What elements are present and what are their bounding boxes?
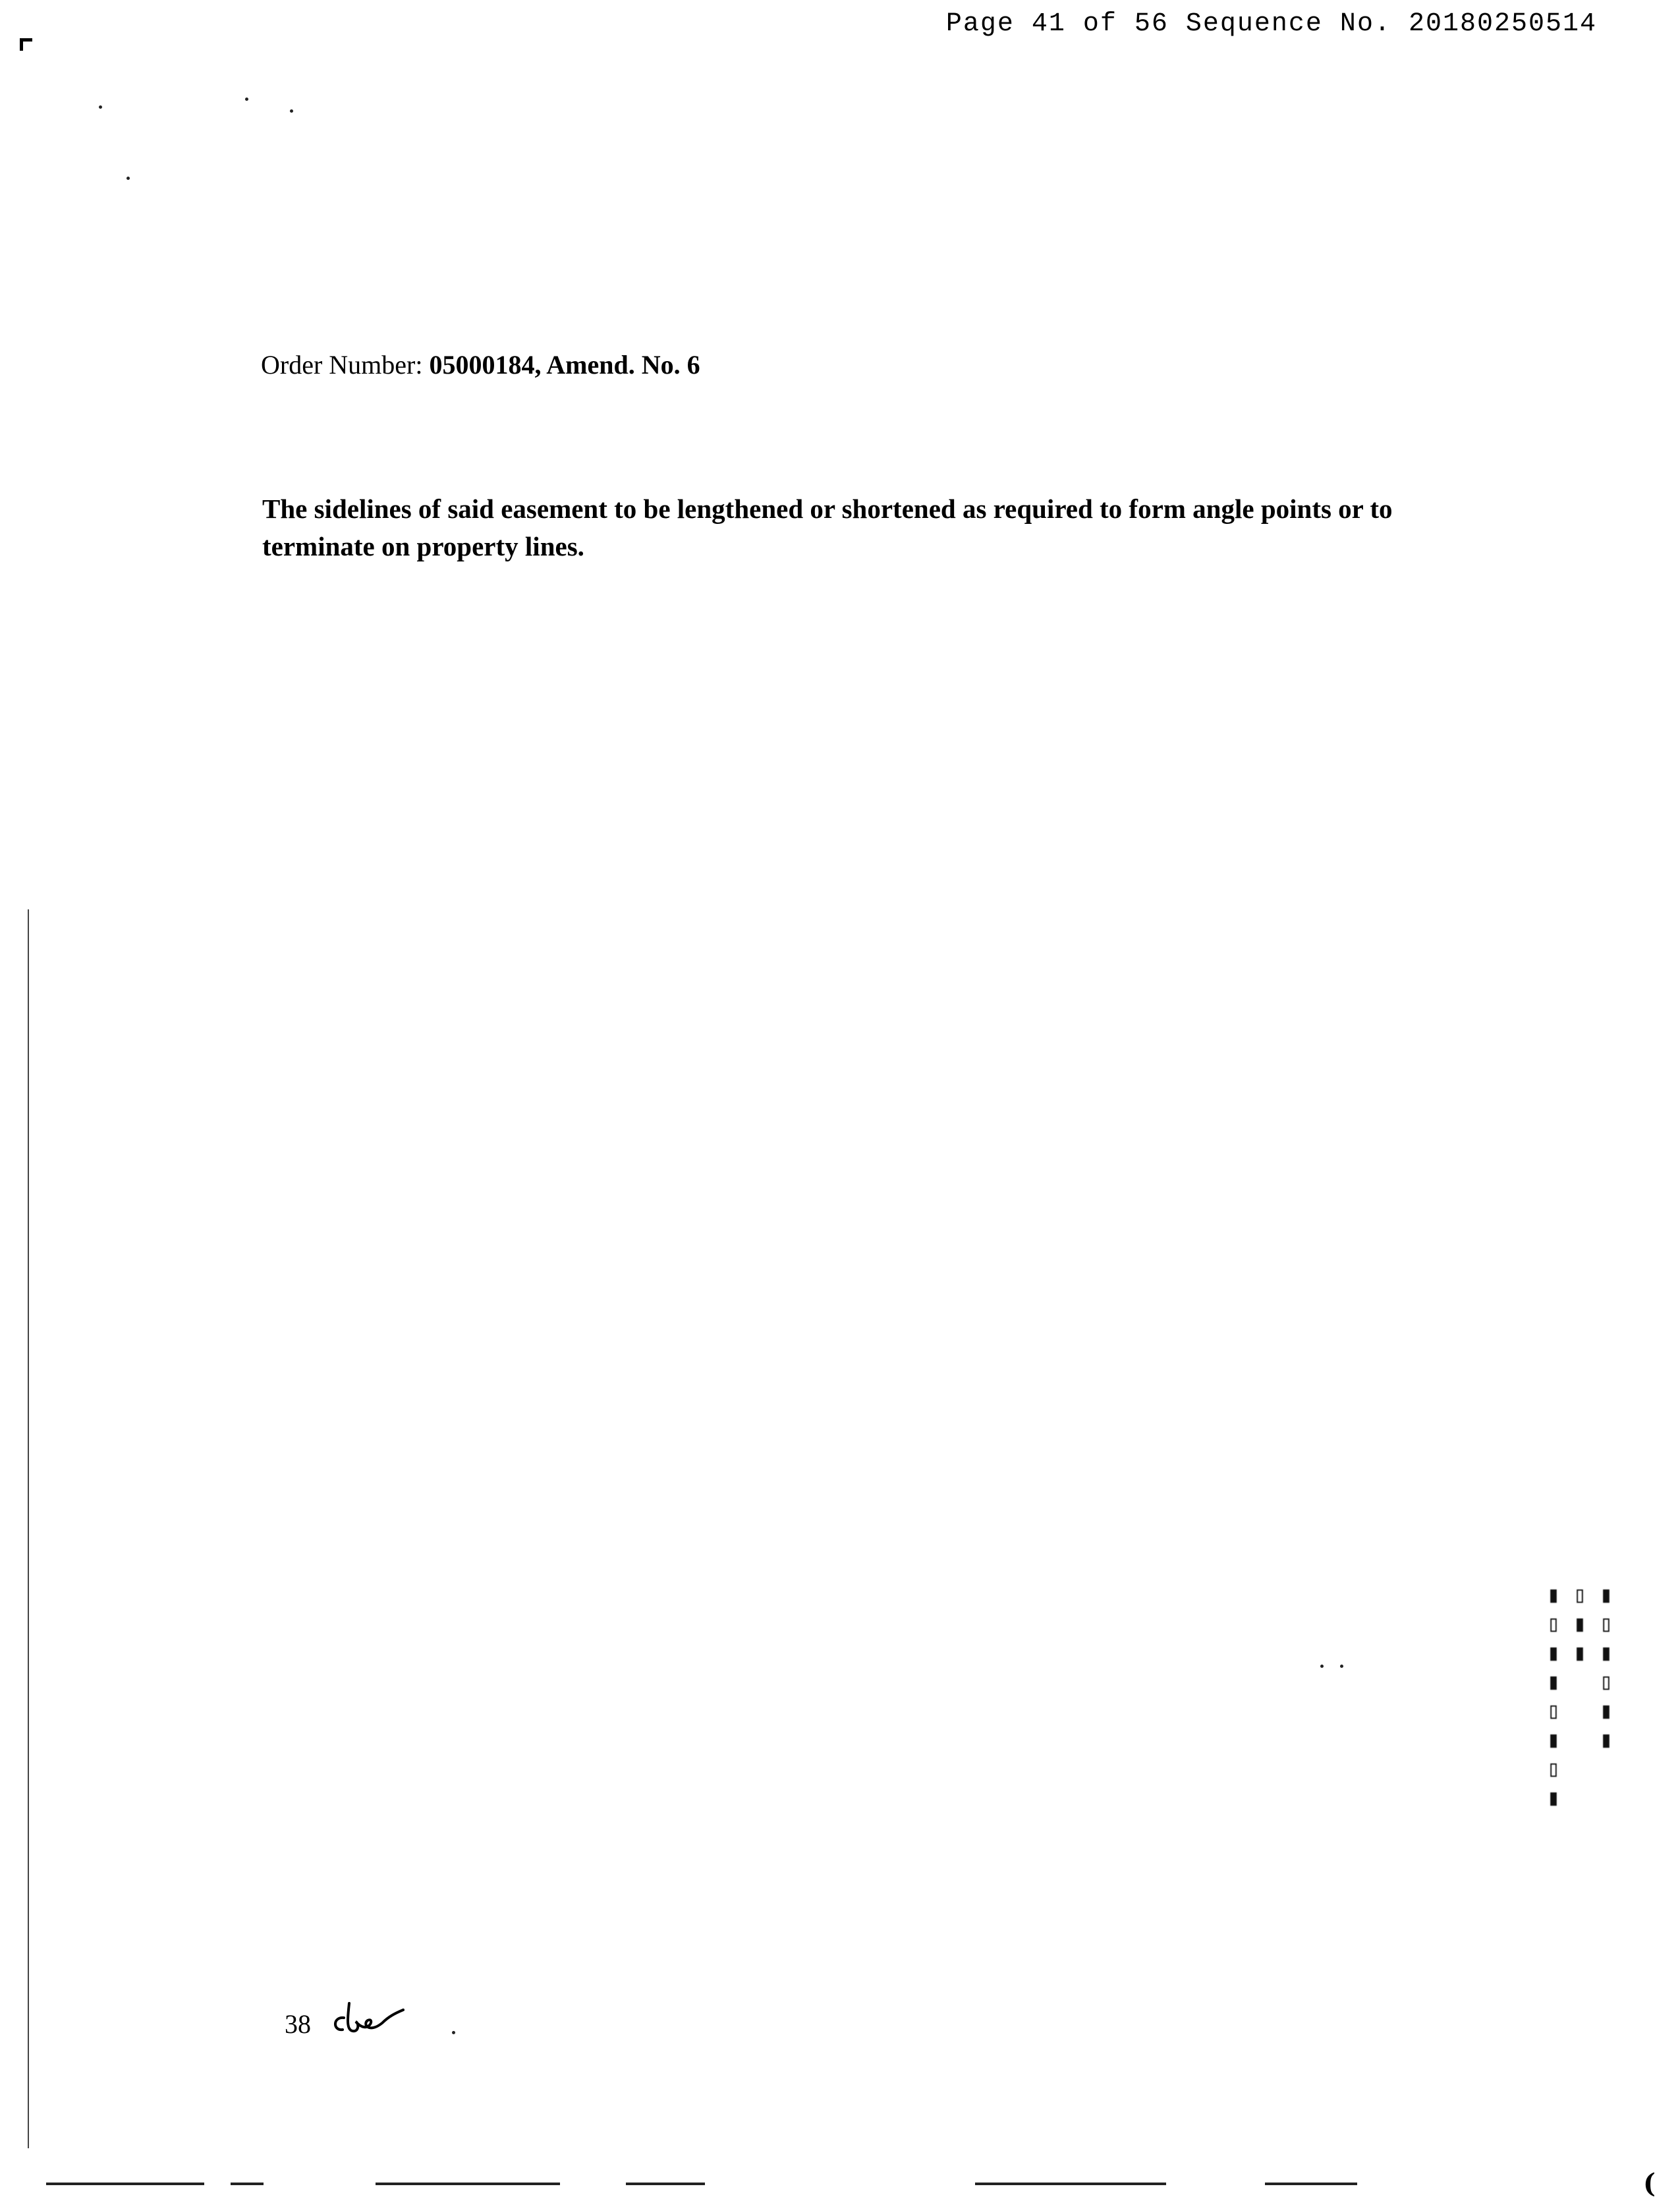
scan-speck — [1340, 1665, 1343, 1668]
scan-speck — [290, 109, 293, 113]
side-date-stamp: ▮▯▮▯▮▮ ▯▮▮ ▮▯▮▮▯▮▯▮ — [1540, 1582, 1619, 1813]
page-sequence-header: Page 41 of 56 Sequence No. 20180250514 — [945, 9, 1597, 39]
scan-speck — [1320, 1665, 1324, 1668]
scan-bottom-corner-mark: ( — [1643, 2168, 1656, 2199]
order-number-line — [261, 349, 700, 380]
scan-margin-line — [28, 909, 29, 2148]
scan-corner-mark — [20, 38, 32, 51]
scan-speck — [452, 2031, 455, 2034]
scan-speck — [245, 98, 248, 101]
page-number: 38 — [285, 2009, 311, 2039]
scan-speck — [99, 105, 102, 109]
scan-bottom-rule — [46, 2183, 1357, 2185]
order-number-label: Order Number: — [261, 350, 423, 380]
handwritten-initials — [329, 1990, 408, 2043]
easement-paragraph: The sidelines of said easement to be lengthened or shortened as required to form angle points or to terminate on property lines. — [262, 494, 1393, 561]
order-number-value: 05000184, Amend. No. 6 — [429, 350, 700, 380]
scan-speck — [126, 177, 130, 180]
